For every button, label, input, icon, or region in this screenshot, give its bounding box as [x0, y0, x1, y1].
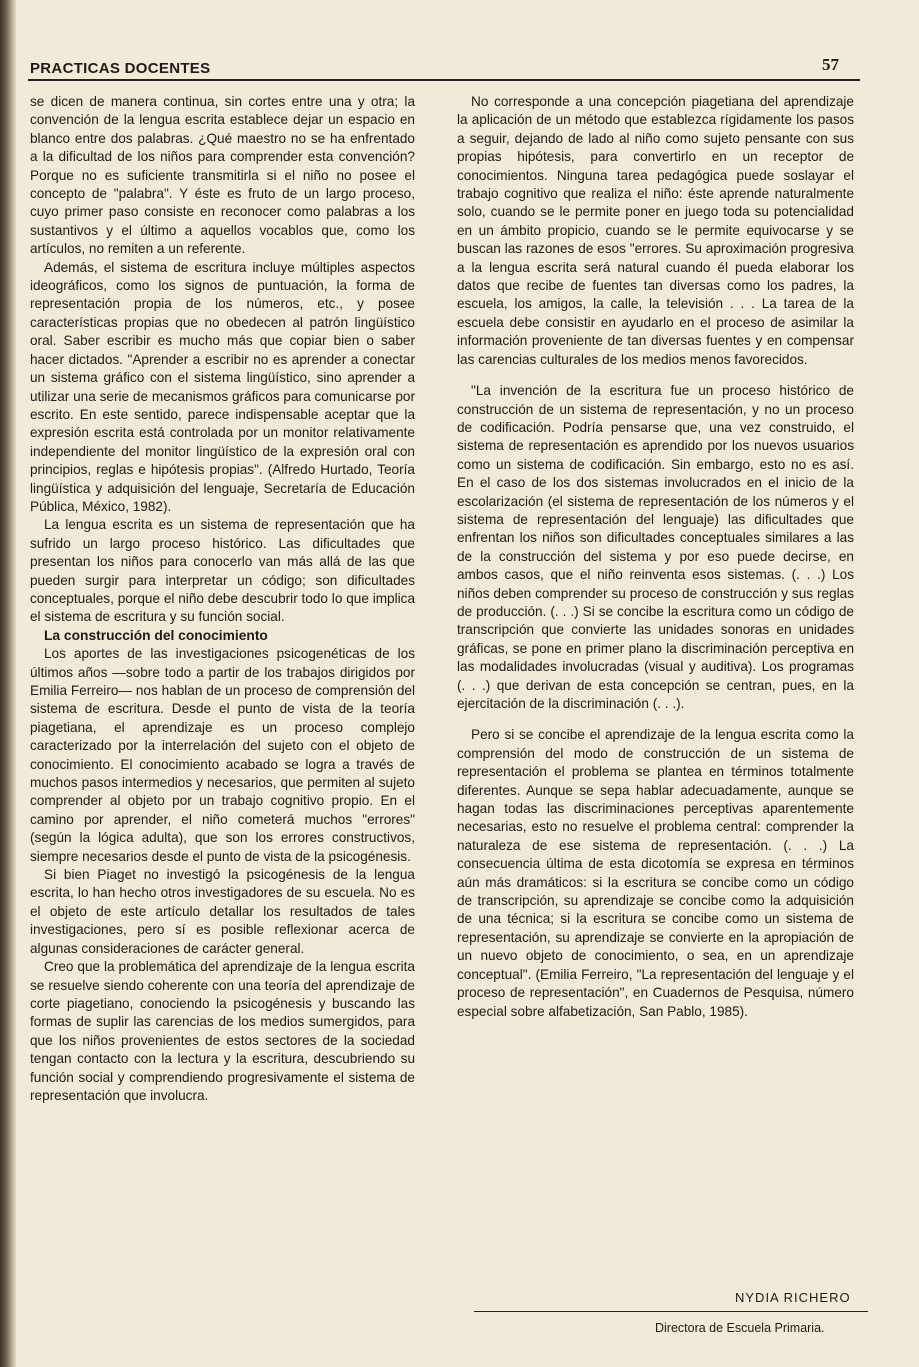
- paragraph: Pero si se concibe el aprendizaje de la lengua escrita como la comprensión del modo de construcción de un sistema de representación el problema se plantea en términos totalmente diferentes. Aunque se sepa hablar adecuadamente, aunque se hagan todas las discriminaciones perceptivas aparentemente necesarias, esto no resuelve el problema central: comprender la naturaleza de ese sistema de representación. (. . .) La consecuencia última de esta dicotomía se expresa en términos aún más dramáticos: si la escritura se concibe como un código de transcripción, su aprendizaje se concibe como la adquisición de una técnica; si la escritura se concibe como un sistema de representación, su aprendizaje se convierte en la apropiación de un nuevo objeto de conocimiento, o sea, en un aprendizaje conceptual". (Emilia Ferreiro, "La representación del lenguaje y el proceso de representación", en Cuadernos de Pesquisa, número especial sobre alfabetización, San Pablo, 1985).: [457, 727, 854, 1019]
- paragraph: No corresponde a una concepción piagetiana del aprendizaje la aplicación de un método que establezca rígidamente los pasos a seguir, dejando de lado al niño como sujeto pensante con sus propias hipótesis, para convertirlo en un receptor de conocimientos. Ninguna tarea pedagógica puede soslayar el trabajo cognitivo que realiza el niño: éste aprende naturalmente solo, cuando se le permite poner en juego toda su potencialidad en un ámbito propicio, cuando se le permite equivocarse y se buscan las razones de esos "errores. Su aproximación progresiva a la lengua escrita será natural cuando él pueda elaborar los datos que recibe de fuentes tan diversas como los padres, la escuela, los amigos, la calle, la televisión . . . La tarea de la escuela debe consistir en ayudarlo en el proceso de asimilar la información proveniente de tan diversas fuentes y en compensar las carencias culturales de los medios menos favorecidos.: [457, 94, 854, 367]
- right-column: [457, 93, 854, 1021]
- header-rule: [28, 79, 860, 81]
- paragraph: Creo que la problemática del aprendizaje de la lengua escrita se resuelve siendo coherente con una teoría del aprendizaje de corte piagetiano, conociendo la psicogénesis y buscando las formas de suplir las carencias de los medios sumergidos, para que los niños provenientes de estos sectores de la sociedad tengan contacto con la lectura y la escritura, descubriendo su función social y comprendiendo progresivamente el sistema de representación que involucra.: [30, 959, 415, 1103]
- paragraph: se dicen de manera continua, sin cortes entre una y otra; la convención de la lengua escrita establece dejar un espacio en blanco entre dos palabras. ¿Qué maestro no se ha enfrentado a la dificultad de los niños para comprender esta convención? Porque no es suficiente transmitirla si el niño no posee el concepto de "palabra". Y éste es fruto de un largo proceso, cuyo primer paso consiste en reconocer como palabras a los sustantivos y el último a aquellos vocablos que, como los artículos, no remiten a un referente.: [30, 94, 415, 257]
- paragraph: Además, el sistema de escritura incluye múltiples aspectos ideográficos, como los signos de puntuación, la forma de representación propia de los números, etc., y posee características propias que no obedecen al patrón lingüístico oral. Saber escribir es mucho más que copiar bien o saber hacer dictados. "Aprender a escribir no es aprender a conectar un sistema gráfico con el sistema lingüístico, sino aprender a utilizar una serie de mecanismos gráficos para comunicarse por escrito. En este sentido, parece indispensable aceptar que la expresión escrita está controlada por un monitor relativamente independiente del monitor lingüístico de la expresión oral con principios, reglas e hipótesis propias". (Alfredo Hurtado, Teoría lingüística y adquisición del lenguaje, Secretaría de Educación Pública, México, 1982).: [30, 259, 415, 514]
- paragraph: Los aportes de las investigaciones psicogenéticas de los últimos años —sobre todo a partir de los trabajos dirigidos por Emilia Ferreiro— nos hablan de un proceso de comprensión del sistema de escritura. Desde el punto de vista de la teoría piagetiana, el aprendizaje es un proceso complejo caracterizado por la interrelación del sujeto con el objeto de conocimiento. El conocimiento acabado se logra a través de muchos pasos intermedios y necesarios, que permiten al sujeto comprender al objeto por un trabajo cognitivo propio. En el camino por aprender, el niño cometerá muchos "errores" (según la lógica adulta), que son los errores constructivos, siempre necesarios desde el punto de vista de la psicogénesis.: [30, 646, 415, 864]
- page-number: 57: [822, 55, 839, 74]
- paragraph: La lengua escrita es un sistema de representación que ha sufrido un largo proceso histórico. Las dificultades que presentan los niños para conocerlo van más allá de las que pueden surgir para interpretar un código; son dificultades conceptuales, porque el niño debe descubrir todo lo que implica el sistema de escritura y su función social.: [30, 517, 415, 625]
- author-name: NYDIA RICHERO: [735, 1290, 851, 1305]
- author-role: Directora de Escuela Primaria.: [655, 1321, 825, 1335]
- left-column: [30, 93, 415, 1105]
- paragraph: Si bien Piaget no investigó la psicogénesis de la lengua escrita, lo han hecho otros investigadores de su escuela. No es el objeto de este artículo detallar los resultados de tales investigaciones, pero sí es posible reflexionar acerca de algunas consideraciones de carácter general.: [30, 867, 415, 956]
- section-subheading: La construcción del conocimiento: [44, 627, 268, 643]
- signature-rule: [474, 1311, 868, 1312]
- quote-paragraph: "La invención de la escritura fue un proceso histórico de construcción de un sistema de representación, y no un proceso de codificación. Podría pensarse que, una vez construido, el sistema de representación es aprendido por los nuevos usuarios como un sistema de codificación. Sin embargo, esto no es así. En el caso de los dos sistemas involucrados en el inicio de la escolarización (el sistema de representación de los números y el sistema de representación del lenguaje) las dificultades que enfrentan los niños son dificultades conceptuales similares a las de la construcción del sistema y por eso puede decirse, en ambos casos, que el niño reinventa esos sistemas. (. . .) Los niños deben comprender su proceso de construcción y sus reglas de producción. (. . .) Si se concibe la escritura como un código de transcripción que convierte las unidades sonoras en unidades gráficas, se pone en primer plano la discriminación perceptiva en las modalidades involucradas (visual y auditiva). Los programas (. . .) que derivan de esta concepción se centran, pues, en la ejercitación de la discriminación (. . .).: [457, 383, 854, 711]
- binding-gutter: [0, 0, 16, 1367]
- section-header: PRACTICAS DOCENTES: [30, 60, 211, 77]
